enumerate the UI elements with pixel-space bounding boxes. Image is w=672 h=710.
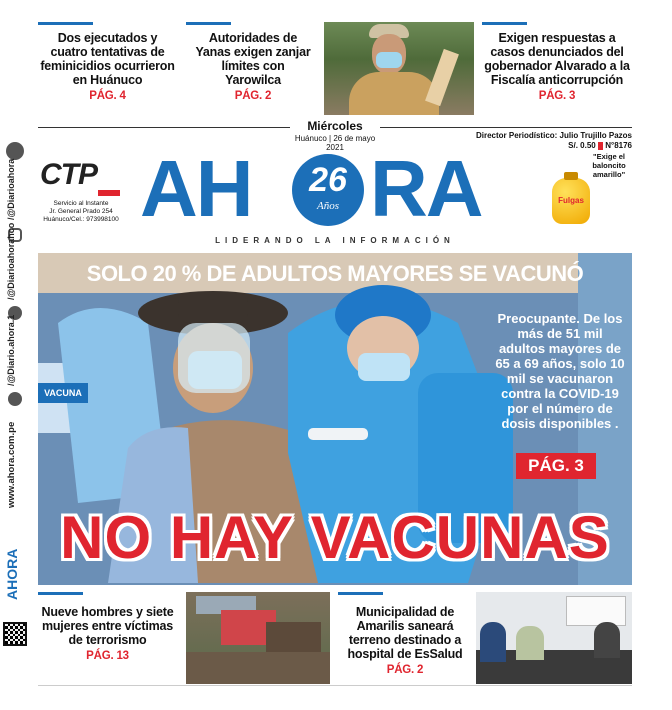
hero-photo [38,253,632,585]
teaser-page: PÁG. 3 [538,90,576,102]
side-website[interactable]: www.ahora.com.pe [6,421,17,508]
logo-left: AH [140,144,252,233]
photo-governor [324,22,474,115]
anniversary-number: 26 [309,161,347,199]
teaser-page: PÁG. 13 [86,650,129,662]
teaser-terrorismo[interactable] [40,605,175,663]
teaser-bar [38,22,93,25]
ahora-logo [140,146,530,232]
gas-cylinder-icon [552,178,590,224]
teaser-text: Municipalidad de Amarilis saneará terreno destinado a hospital de EsSalud [347,605,463,661]
ctp-logo-accent [98,190,120,196]
vaccine-banner: VACUNA [38,383,88,403]
teaser-page: PÁG. 2 [386,664,424,676]
side-twitter[interactable]: /@Diarioahora [6,158,16,220]
facebook-icon[interactable] [8,392,22,406]
teaser-page: PÁG. 4 [89,90,126,102]
fulgas-slogan: "Exige el baloncito amarillo" [592,152,626,179]
side-facebook[interactable]: /@Diario.ahora.1 [6,314,16,386]
tagline: LIDERANDO LA INFORMACIÓN [215,236,455,245]
ctp-ad[interactable] [40,158,122,230]
photo-terrorism-site [186,592,330,684]
teaser-alvarado[interactable] [482,31,632,103]
ctp-line3: Huánuco/Cel.: 973998100 [43,216,119,223]
teaser-bar [482,22,527,25]
teaser-bar [338,592,383,595]
ctp-logo: CTP [40,158,97,191]
masthead-date: Huánuco | 26 de mayo 2021 [294,134,376,152]
fulgas-ad[interactable] [546,150,632,234]
price: S/. 0.50 [568,141,596,150]
teaser-bar [38,592,83,595]
side-brand: AHORA [4,548,20,600]
teaser-text: Nueve hombres y siete mujeres entre víctimas de terrorismo [41,605,174,647]
logo-right: RA [370,144,482,233]
photo-meeting [476,592,632,684]
qr-code-icon[interactable] [3,622,27,646]
issue-number: N°8176 [605,141,632,150]
price-issue [540,141,632,150]
teaser-text: Exigen respuestas a casos denunciados del gobernador Alvarado a la Fiscalía anticorrupción [484,31,630,87]
ctp-line1: Servicio al Instante [53,200,109,207]
teaser-essalud[interactable] [340,605,470,677]
hero-body: Preocupante. De los más de 51 mil adultos mayores de 65 a 69 años, solo 10 mil se vacunaron contra la COVID-19 por el número de dosis disponibles . [495,311,625,431]
anniversary-word: Años [317,200,339,212]
teaser-feminicidios[interactable] [40,31,175,103]
teaser-yanas[interactable] [193,31,313,103]
teaser-text: Autoridades de Yanas exigen zanjar límites con Yarowilca [195,31,311,87]
masthead-day: Miércoles [290,119,380,133]
footer-rule [38,685,632,686]
ctp-line2: Jr. General Prado 254 [49,208,113,215]
twitter-icon[interactable] [6,142,24,160]
teaser-bar [186,22,231,25]
hero-headline: NO HAY VACUNAS [60,504,610,571]
fulgas-brand: Fulgas [558,196,584,205]
teaser-page: PÁG. 2 [234,90,272,102]
teaser-text: Dos ejecutados y cuatro tentativas de feminicidios ocurrieron en Huánuco [40,31,175,87]
hero-page[interactable]: PÁG. 3 [516,453,596,479]
side-instagram[interactable]: /@Diarioahorahco [6,222,16,300]
hero-kicker: SOLO 20 % DE ADULTOS MAYORES SE VACUNÓ [86,261,584,286]
anniversary-seal [292,154,364,226]
director-credit: Director Periodístico: Julio Trujillo Pazos [475,131,632,140]
